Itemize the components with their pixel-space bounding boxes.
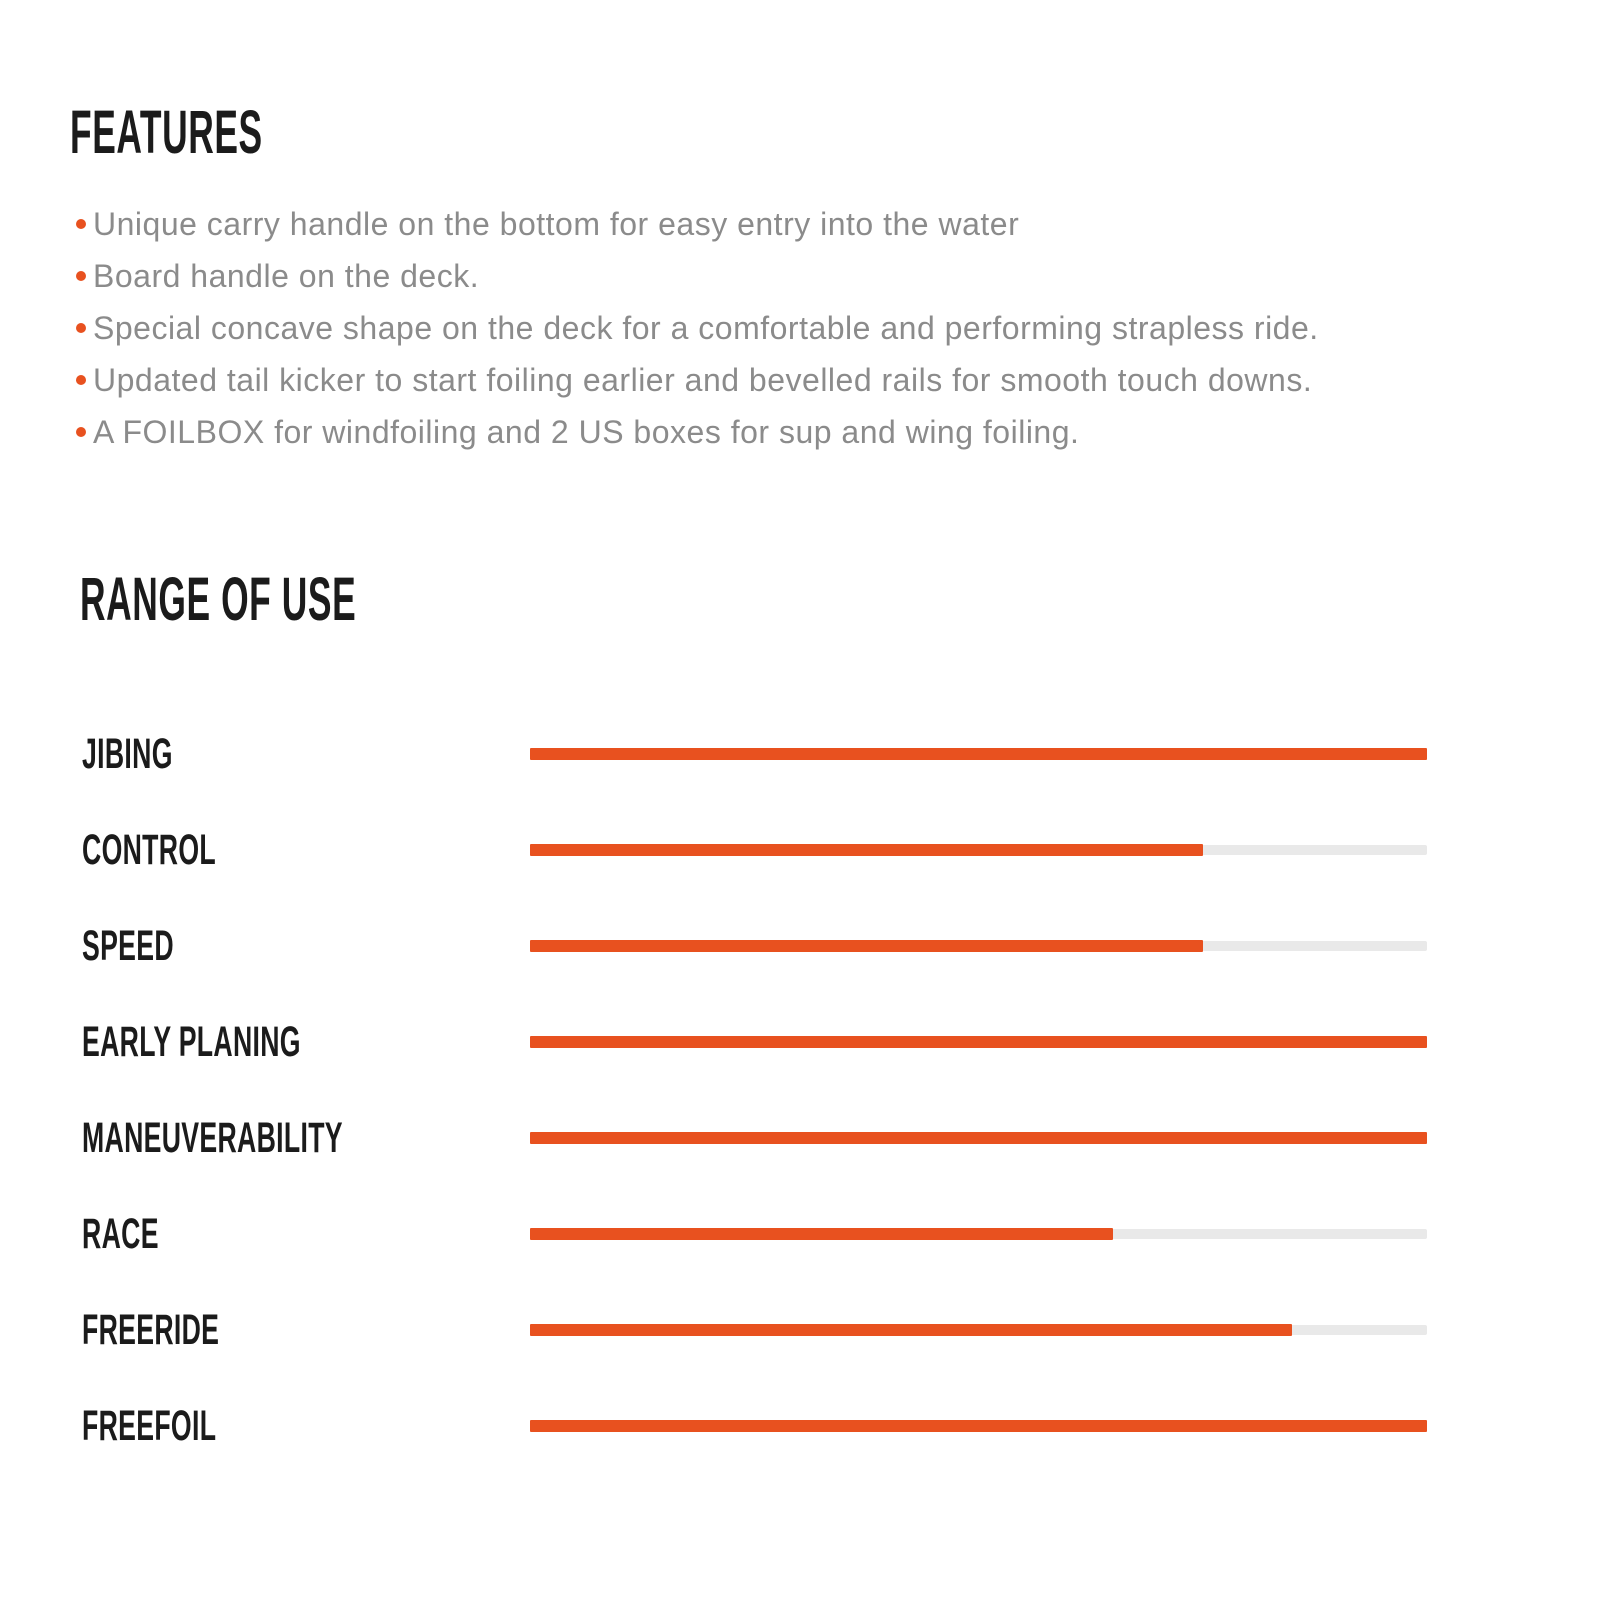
feature-text: Updated tail kicker to start foiling earlier and bevelled rails for smooth touch downs. bbox=[93, 361, 1313, 398]
bar-fill bbox=[530, 1132, 1427, 1144]
range-of-use-heading bbox=[80, 565, 556, 633]
bullet-icon bbox=[76, 271, 86, 281]
bar-track bbox=[530, 845, 1427, 855]
bar-label bbox=[82, 1305, 530, 1354]
chart-row bbox=[82, 1378, 1427, 1474]
bar-label-text: FREEFOIL bbox=[82, 1401, 217, 1450]
bar-label-text: SPEED bbox=[82, 921, 174, 970]
bar-track bbox=[530, 1229, 1427, 1239]
chart-row bbox=[82, 994, 1427, 1090]
feature-list-item bbox=[70, 406, 1540, 458]
bar-track bbox=[530, 1133, 1427, 1143]
bar-label-text: RACE bbox=[82, 1209, 159, 1258]
chart-row bbox=[82, 802, 1427, 898]
chart-row bbox=[82, 898, 1427, 994]
bullet-icon bbox=[76, 323, 86, 333]
bar-label-text: EARLY PLANING bbox=[82, 1017, 301, 1066]
feature-list-item bbox=[70, 302, 1540, 354]
chart-row bbox=[82, 706, 1427, 802]
bullet-icon bbox=[76, 219, 86, 229]
feature-list-item bbox=[70, 198, 1540, 250]
feature-list-item bbox=[70, 354, 1540, 406]
bar-label-text: FREERIDE bbox=[82, 1305, 220, 1354]
bar-label bbox=[82, 921, 530, 970]
bar-fill bbox=[530, 844, 1203, 856]
bar-fill bbox=[530, 1036, 1427, 1048]
range-of-use-chart bbox=[82, 706, 1427, 1474]
bar-label bbox=[82, 1209, 530, 1258]
feature-text: Special concave shape on the deck for a comfortable and performing strapless ride. bbox=[93, 309, 1319, 346]
bar-fill bbox=[530, 748, 1427, 760]
bar-label-text: MANEUVERABILITY bbox=[82, 1113, 343, 1162]
range-of-use-heading-text: RANGE OF USE bbox=[80, 565, 357, 633]
bar-label bbox=[82, 1401, 530, 1450]
bar-track bbox=[530, 1325, 1427, 1335]
feature-list-item bbox=[70, 250, 1540, 302]
bar-track bbox=[530, 941, 1427, 951]
chart-row bbox=[82, 1282, 1427, 1378]
bar-track bbox=[530, 1037, 1427, 1047]
features-heading bbox=[70, 98, 402, 166]
chart-row bbox=[82, 1090, 1427, 1186]
bar-fill bbox=[530, 940, 1203, 952]
bar-label bbox=[82, 729, 530, 778]
bar-fill bbox=[530, 1324, 1292, 1336]
bar-fill bbox=[530, 1228, 1113, 1240]
features-heading-text: FEATURES bbox=[70, 98, 263, 166]
bullet-icon bbox=[76, 427, 86, 437]
features-list bbox=[70, 198, 1540, 458]
bar-label-text: JIBING bbox=[82, 729, 173, 778]
bar-label bbox=[82, 825, 530, 874]
chart-row bbox=[82, 1186, 1427, 1282]
bar-label-text: CONTROL bbox=[82, 825, 216, 874]
bullet-icon bbox=[76, 375, 86, 385]
bar-track bbox=[530, 1421, 1427, 1431]
feature-text: Unique carry handle on the bottom for easy entry into the water bbox=[93, 205, 1020, 242]
bar-label bbox=[82, 1113, 530, 1162]
bar-track bbox=[530, 749, 1427, 759]
bar-fill bbox=[530, 1420, 1427, 1432]
feature-text: A FOILBOX for windfoiling and 2 US boxes for sup and wing foiling. bbox=[93, 413, 1080, 450]
feature-text: Board handle on the deck. bbox=[93, 257, 480, 294]
bar-label bbox=[82, 1017, 530, 1066]
